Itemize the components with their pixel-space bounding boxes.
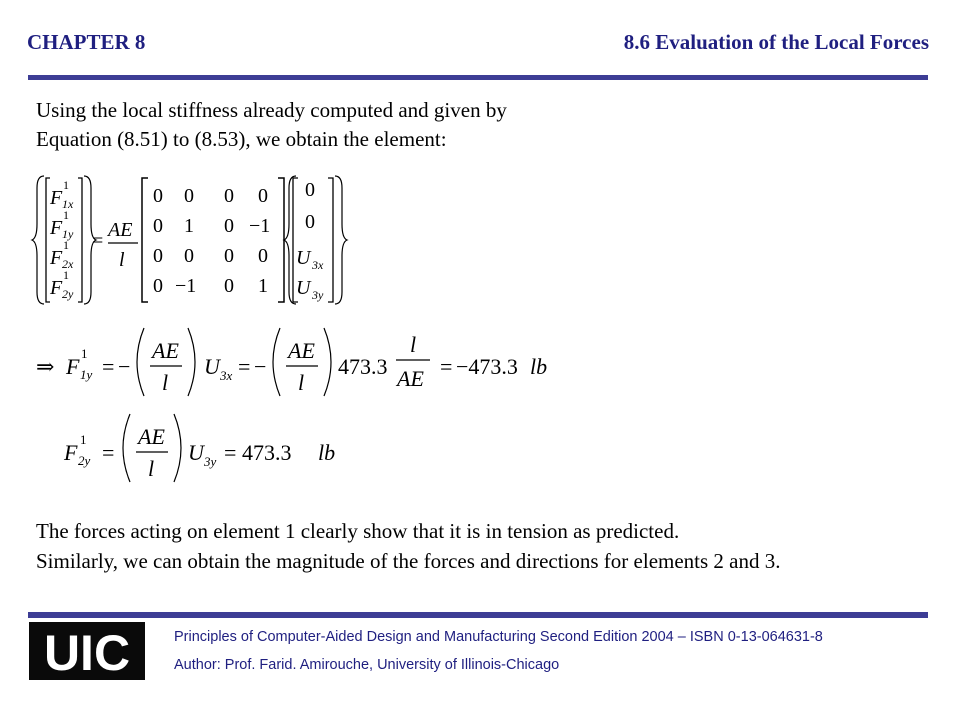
matrix-cell: 0 — [184, 245, 194, 267]
left-paren — [137, 328, 144, 396]
lhs-sup: 1 — [81, 346, 88, 361]
frac2-denominator: AE — [397, 366, 424, 391]
force-entry — [49, 238, 74, 271]
lhs-base: F — [64, 440, 78, 465]
left-paren — [273, 328, 280, 396]
implies-arrow: ⇒ — [36, 354, 55, 379]
frac2-numerator: l — [410, 332, 417, 357]
minus-sign: − — [118, 354, 131, 379]
result: −473.3 — [456, 354, 518, 379]
svg-text:U: U — [296, 277, 311, 299]
u-sub: 3y — [204, 454, 217, 469]
right-paren — [174, 414, 181, 482]
matrix-cell: 0 — [224, 245, 234, 267]
lhs-sup: 1 — [80, 432, 87, 447]
frac-numerator: AE — [152, 338, 179, 363]
equals-sign: = — [102, 440, 115, 465]
matrix-cell: 0 — [153, 245, 163, 267]
svg-text:2y: 2y — [62, 287, 74, 301]
frac-denominator: l — [298, 370, 305, 395]
svg-text:1x: 1x — [62, 197, 74, 211]
equals-sign: = — [92, 230, 104, 252]
matrix-cell: −1 — [175, 275, 197, 297]
svg-text:1: 1 — [63, 238, 69, 252]
matrix-cell: 0 — [258, 245, 268, 267]
svg-text:1: 1 — [63, 268, 69, 282]
u-sub: 3x — [220, 368, 233, 383]
svg-text:3x: 3x — [312, 258, 324, 272]
force-entry — [49, 208, 74, 241]
frac-numerator: AE — [288, 338, 315, 363]
result: 473.3 — [242, 440, 292, 465]
disp-entry: 0 — [305, 211, 315, 233]
svg-text:F: F — [50, 187, 63, 209]
svg-text:U: U — [296, 247, 311, 269]
left-brace — [284, 176, 296, 304]
conclusion-line-1: The forces acting on element 1 clearly show that it is in tension as predicted. — [36, 519, 680, 543]
uic-logo — [29, 622, 145, 680]
disp-vector-bracket-right — [328, 178, 333, 302]
matrix-cell: 0 — [224, 275, 234, 297]
conclusion-line-2: Similarly, we can obtain the magnitude of the forces and directions for elements 2 and 3. — [36, 549, 781, 573]
footer-author: Author: Prof. Farid. Amirouche, University of Illinois-Chicago — [174, 657, 560, 673]
svg-text:F: F — [50, 277, 63, 299]
matrix-cell: 0 — [153, 275, 163, 297]
right-brace — [335, 176, 347, 304]
header-divider — [28, 75, 928, 80]
frac-numerator: AE — [138, 424, 165, 449]
u-base: U — [188, 440, 204, 465]
right-paren — [188, 328, 195, 396]
matrix-cell: 1 — [184, 215, 194, 237]
matrix-cell: −1 — [249, 215, 271, 237]
matrix-cell: 0 — [224, 215, 234, 237]
right-paren — [324, 328, 331, 396]
force-entry — [49, 268, 74, 301]
frac-denominator: l — [148, 456, 155, 481]
matrix-cell: 0 — [258, 185, 268, 207]
force-vector-bracket-right — [78, 178, 82, 302]
unit: lb — [318, 440, 336, 465]
matrix-cell: 0 — [184, 185, 194, 207]
disp-entry — [296, 247, 324, 272]
section-title: 8.6 Evaluation of the Local Forces — [623, 30, 929, 54]
intro-line-1: Using the local stiffness already computed and given by — [36, 98, 507, 122]
unit: lb — [530, 354, 548, 379]
force-entry — [49, 178, 74, 211]
disp-entry — [296, 277, 324, 302]
disp-entry: 0 — [305, 179, 315, 201]
svg-text:3y: 3y — [312, 288, 324, 302]
factor-denominator: l — [119, 249, 125, 271]
u-base: U — [204, 354, 220, 379]
left-paren — [123, 414, 130, 482]
matrix-cell: 1 — [258, 275, 268, 297]
matrix-cell: 0 — [153, 215, 163, 237]
equals-sign: = — [440, 354, 453, 379]
lhs-base: F — [66, 354, 80, 379]
lhs-sub: 2y — [78, 453, 91, 468]
force-f2y-equation — [60, 408, 380, 488]
value: 473.3 — [338, 354, 388, 379]
equals-sign: = — [224, 440, 237, 465]
intro-line-2: Equation (8.51) to (8.53), we obtain the element: — [36, 127, 447, 151]
intro-text — [36, 96, 507, 154]
svg-text:1y: 1y — [62, 227, 74, 241]
svg-text:2x: 2x — [62, 257, 74, 271]
matrix-cell: 0 — [153, 185, 163, 207]
force-f1y-equation — [32, 322, 572, 402]
footer-divider — [28, 612, 928, 618]
frac-denominator: l — [162, 370, 169, 395]
factor-numerator: AE — [108, 219, 133, 241]
minus-sign: − — [254, 354, 267, 379]
svg-text:1: 1 — [63, 178, 69, 192]
chapter-title: CHAPTER 8 — [27, 30, 146, 54]
footer-book-info: Principles of Computer-Aided Design and Manufacturing Second Edition 2004 – ISBN 0-13-064631-8 — [174, 629, 823, 645]
stiffness-matrix-equation — [30, 172, 350, 308]
matrix-bracket-left — [142, 178, 148, 302]
svg-text:UIC: UIC — [43, 625, 131, 680]
equals-sign: = — [102, 354, 115, 379]
conclusion-text — [36, 516, 781, 576]
svg-text:F: F — [50, 247, 63, 269]
lhs-sub: 1y — [80, 367, 93, 382]
svg-text:1: 1 — [63, 208, 69, 222]
svg-text:F: F — [50, 217, 63, 239]
matrix-cell: 0 — [224, 185, 234, 207]
equals-sign: = — [238, 354, 251, 379]
matrix-entries — [153, 185, 270, 297]
left-brace — [32, 176, 44, 304]
